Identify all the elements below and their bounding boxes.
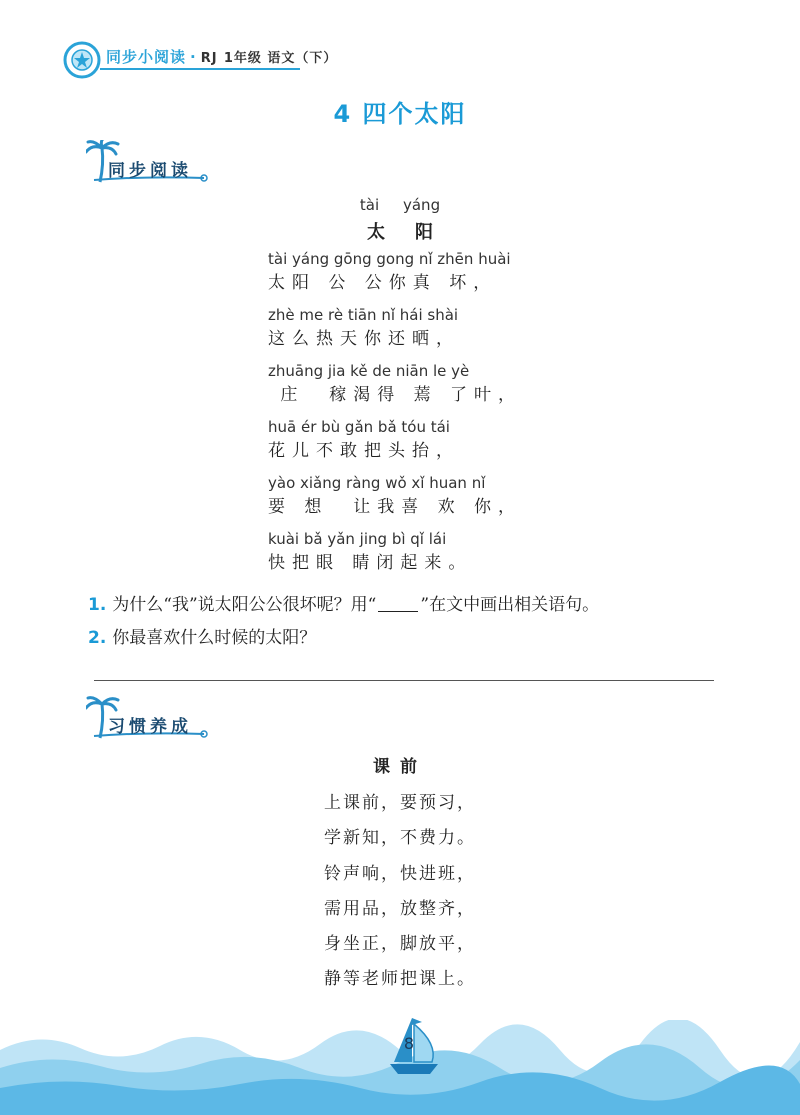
answer-blank[interactable]	[378, 594, 418, 612]
poem-line-pinyin: yào xiǎng ràng wǒ xǐ huan nǐ	[268, 474, 486, 492]
poem-line	[268, 250, 511, 293]
series-separator: ·	[190, 48, 197, 66]
page-number: 8	[403, 1034, 415, 1053]
poem-line-pinyin: huā ér bù gǎn bǎ tóu tái	[268, 418, 450, 436]
header-underline	[100, 68, 300, 70]
section-divider	[94, 680, 714, 681]
poem-line-pinyin: kuài bǎ yǎn jing bì qǐ lái	[268, 530, 447, 548]
poem-line-hanzi: 快把眼 睛闭起来。	[268, 553, 473, 573]
poem-line	[268, 362, 522, 405]
series-title	[106, 46, 337, 67]
poem-line-hanzi: 这么热天你还晒，	[268, 329, 460, 349]
poem-line	[268, 530, 472, 573]
poem-line-pinyin: zhuāng jia kě de niān le yè	[268, 362, 470, 380]
habit-poem-title: 课前	[373, 757, 427, 777]
poem-title-pinyin: tài yáng	[359, 196, 441, 214]
edition-label: RJ	[200, 51, 218, 66]
poem-line-hanzi: 花儿不敢把头抬，	[268, 441, 460, 461]
section-label-habits: 习惯养成	[108, 717, 192, 737]
poem-line-pinyin: zhè me rè tiān nǐ hái shài	[268, 306, 459, 324]
grade-subject: 1年级 语文（下）	[223, 51, 338, 66]
habit-line: 学新知，不费力。	[324, 828, 476, 848]
section-label-reading: 同步阅读	[108, 161, 192, 181]
series-logo-icon	[62, 40, 102, 80]
question-number: 2.	[88, 628, 107, 648]
question-text: 为什么“我”说太阳公公很坏呢？用“	[112, 595, 377, 615]
lesson-title: 4 四个太阳	[333, 100, 467, 128]
poem-line-hanzi: 太阳 公 公你真 坏，	[268, 273, 498, 293]
poem-line	[268, 306, 460, 349]
question-1	[88, 590, 599, 615]
poem-line-pinyin: tài yáng gōng gong nǐ zhēn huài	[268, 250, 511, 268]
question-number: 1.	[88, 595, 107, 615]
habit-line: 上课前，要预习，	[324, 793, 476, 813]
habit-line: 铃声响，快进班，	[324, 864, 476, 884]
poem-title: 太阳	[367, 222, 463, 243]
poem-line-hanzi: 庄 稼渴得 蔫 了叶，	[268, 385, 523, 405]
question-text-after: ”在文中画出相关语句。	[420, 595, 600, 615]
habit-line: 静等老师把课上。	[324, 969, 476, 989]
habit-line: 身坐正，脚放平，	[324, 934, 476, 954]
habit-line: 需用品，放整齐，	[324, 899, 476, 919]
poem-line	[268, 474, 522, 517]
poem-line-hanzi: 要 想 让我喜 欢 你，	[268, 497, 523, 517]
question-2	[88, 623, 316, 648]
poem-line	[268, 418, 460, 461]
question-text: 你最喜欢什么时候的太阳？	[112, 628, 317, 648]
series-name: 同步小阅读	[106, 48, 187, 66]
